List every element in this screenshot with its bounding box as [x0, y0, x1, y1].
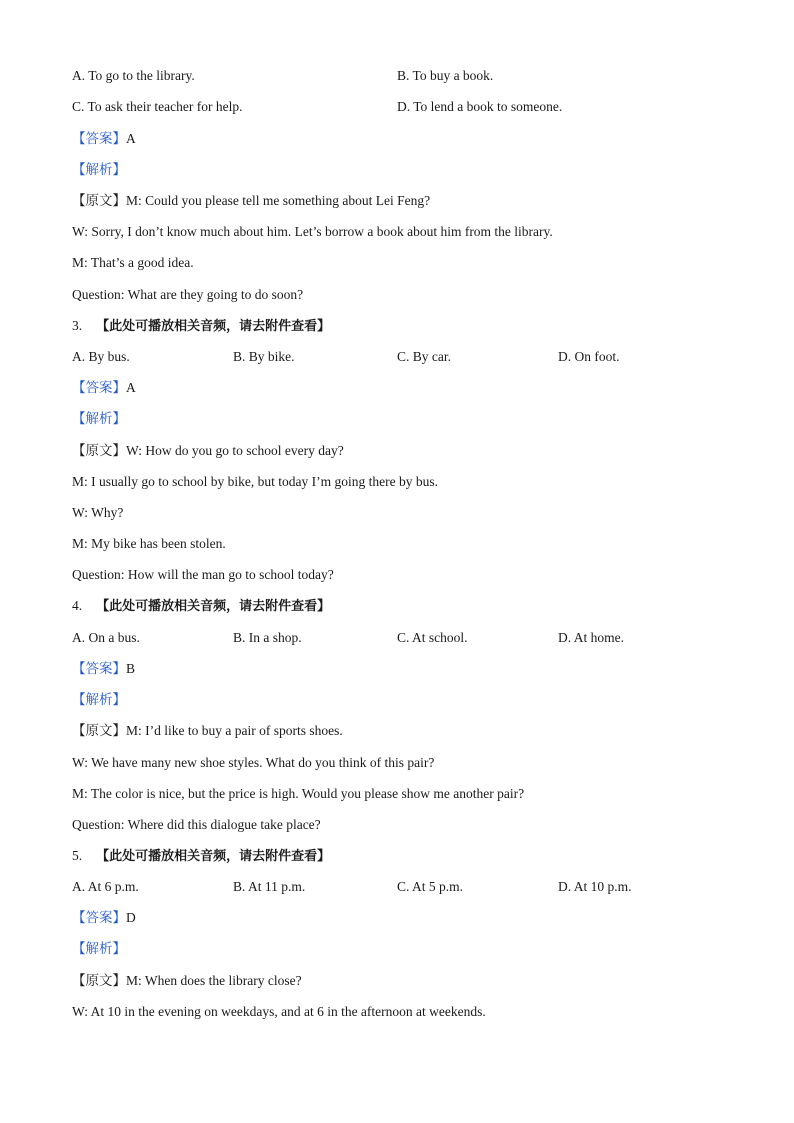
q5-option-b: B. At 11 p.m. — [233, 879, 306, 894]
q4-heading — [72, 596, 330, 616]
q5-option-a: A. At 6 p.m. — [72, 879, 139, 894]
answer-value: A — [126, 131, 136, 146]
audio-note: 【此处可播放相关音频，请去附件查看】 — [96, 599, 331, 614]
q4-option-c: C. At school. — [397, 630, 468, 645]
q2-question: Question: What are they going to do soon? — [72, 287, 304, 302]
q2-analysis-tag: 【解析】 — [72, 162, 126, 177]
q5-transcript-line — [72, 971, 302, 991]
audio-note: 【此处可播放相关音频，请去附件查看】 — [96, 319, 331, 334]
transcript-tag: 【原文】 — [72, 973, 126, 988]
q2-transcript-line: W: Sorry, I don’t know much about him. Let’s borrow a book about him from the library. — [72, 224, 553, 239]
q5-analysis-tag: 【解析】 — [72, 941, 126, 956]
q4-option-a: A. On a bus. — [72, 630, 140, 645]
answer-tag: 【答案】 — [72, 910, 126, 925]
answer-tag: 【答案】 — [72, 380, 126, 395]
q5-heading — [72, 846, 330, 866]
transcript-tag: 【原文】 — [72, 193, 126, 208]
q3-option-c: C. By car. — [397, 349, 451, 364]
transcript-text: W: How do you go to school every day? — [126, 443, 344, 458]
q2-option-d: D. To lend a book to someone. — [397, 99, 563, 114]
q3-transcript-line: W: Why? — [72, 505, 124, 520]
transcript-text: M: I’d like to buy a pair of sports shoes. — [126, 723, 343, 738]
question-number: 3. — [72, 318, 83, 333]
transcript-text: M: When does the library close? — [126, 973, 302, 988]
q3-option-b: B. By bike. — [233, 349, 295, 364]
answer-value: A — [126, 380, 136, 395]
answer-tag: 【答案】 — [72, 661, 126, 676]
q2-option-a: A. To go to the library. — [72, 68, 195, 83]
q4-answer — [72, 659, 135, 679]
transcript-tag: 【原文】 — [72, 443, 126, 458]
q3-option-d: D. On foot. — [558, 349, 620, 364]
q2-transcript-line — [72, 191, 430, 211]
q2-transcript-line: M: That’s a good idea. — [72, 255, 194, 270]
q3-transcript-line: M: My bike has been stolen. — [72, 536, 226, 551]
q4-analysis-tag: 【解析】 — [72, 692, 126, 707]
q5-option-d: D. At 10 p.m. — [558, 879, 632, 894]
q5-option-c: C. At 5 p.m. — [397, 879, 464, 894]
question-number: 4. — [72, 598, 83, 613]
q3-question: Question: How will the man go to school today? — [72, 567, 334, 582]
q2-option-c: C. To ask their teacher for help. — [72, 99, 243, 114]
q3-transcript-line — [72, 441, 344, 461]
q5-answer — [72, 908, 136, 928]
answer-tag: 【答案】 — [72, 131, 126, 146]
q2-option-b: B. To buy a book. — [397, 68, 494, 83]
q3-transcript-line: M: I usually go to school by bike, but today I’m going there by bus. — [72, 474, 438, 489]
q3-answer — [72, 378, 136, 398]
transcript-text: M: Could you please tell me something about Lei Feng? — [126, 193, 431, 208]
audio-note: 【此处可播放相关音频，请去附件查看】 — [96, 849, 331, 864]
q3-heading — [72, 316, 330, 336]
transcript-tag: 【原文】 — [72, 723, 126, 738]
q4-option-b: B. In a shop. — [233, 630, 302, 645]
q4-transcript-line — [72, 721, 343, 741]
q3-option-a: A. By bus. — [72, 349, 130, 364]
q5-transcript-line: W: At 10 in the evening on weekdays, and at 6 in the afternoon at weekends. — [72, 1004, 486, 1019]
q4-option-d: D. At home. — [558, 630, 624, 645]
answer-value: B — [126, 661, 136, 676]
answer-value: D — [126, 910, 136, 925]
question-number: 5. — [72, 848, 83, 863]
q3-analysis-tag: 【解析】 — [72, 411, 126, 426]
q2-answer — [72, 129, 136, 149]
q4-transcript-line: M: The color is nice, but the price is high. Would you please show me another pair? — [72, 786, 525, 801]
q4-question: Question: Where did this dialogue take place? — [72, 817, 321, 832]
q4-transcript-line: W: We have many new shoe styles. What do you think of this pair? — [72, 755, 435, 770]
